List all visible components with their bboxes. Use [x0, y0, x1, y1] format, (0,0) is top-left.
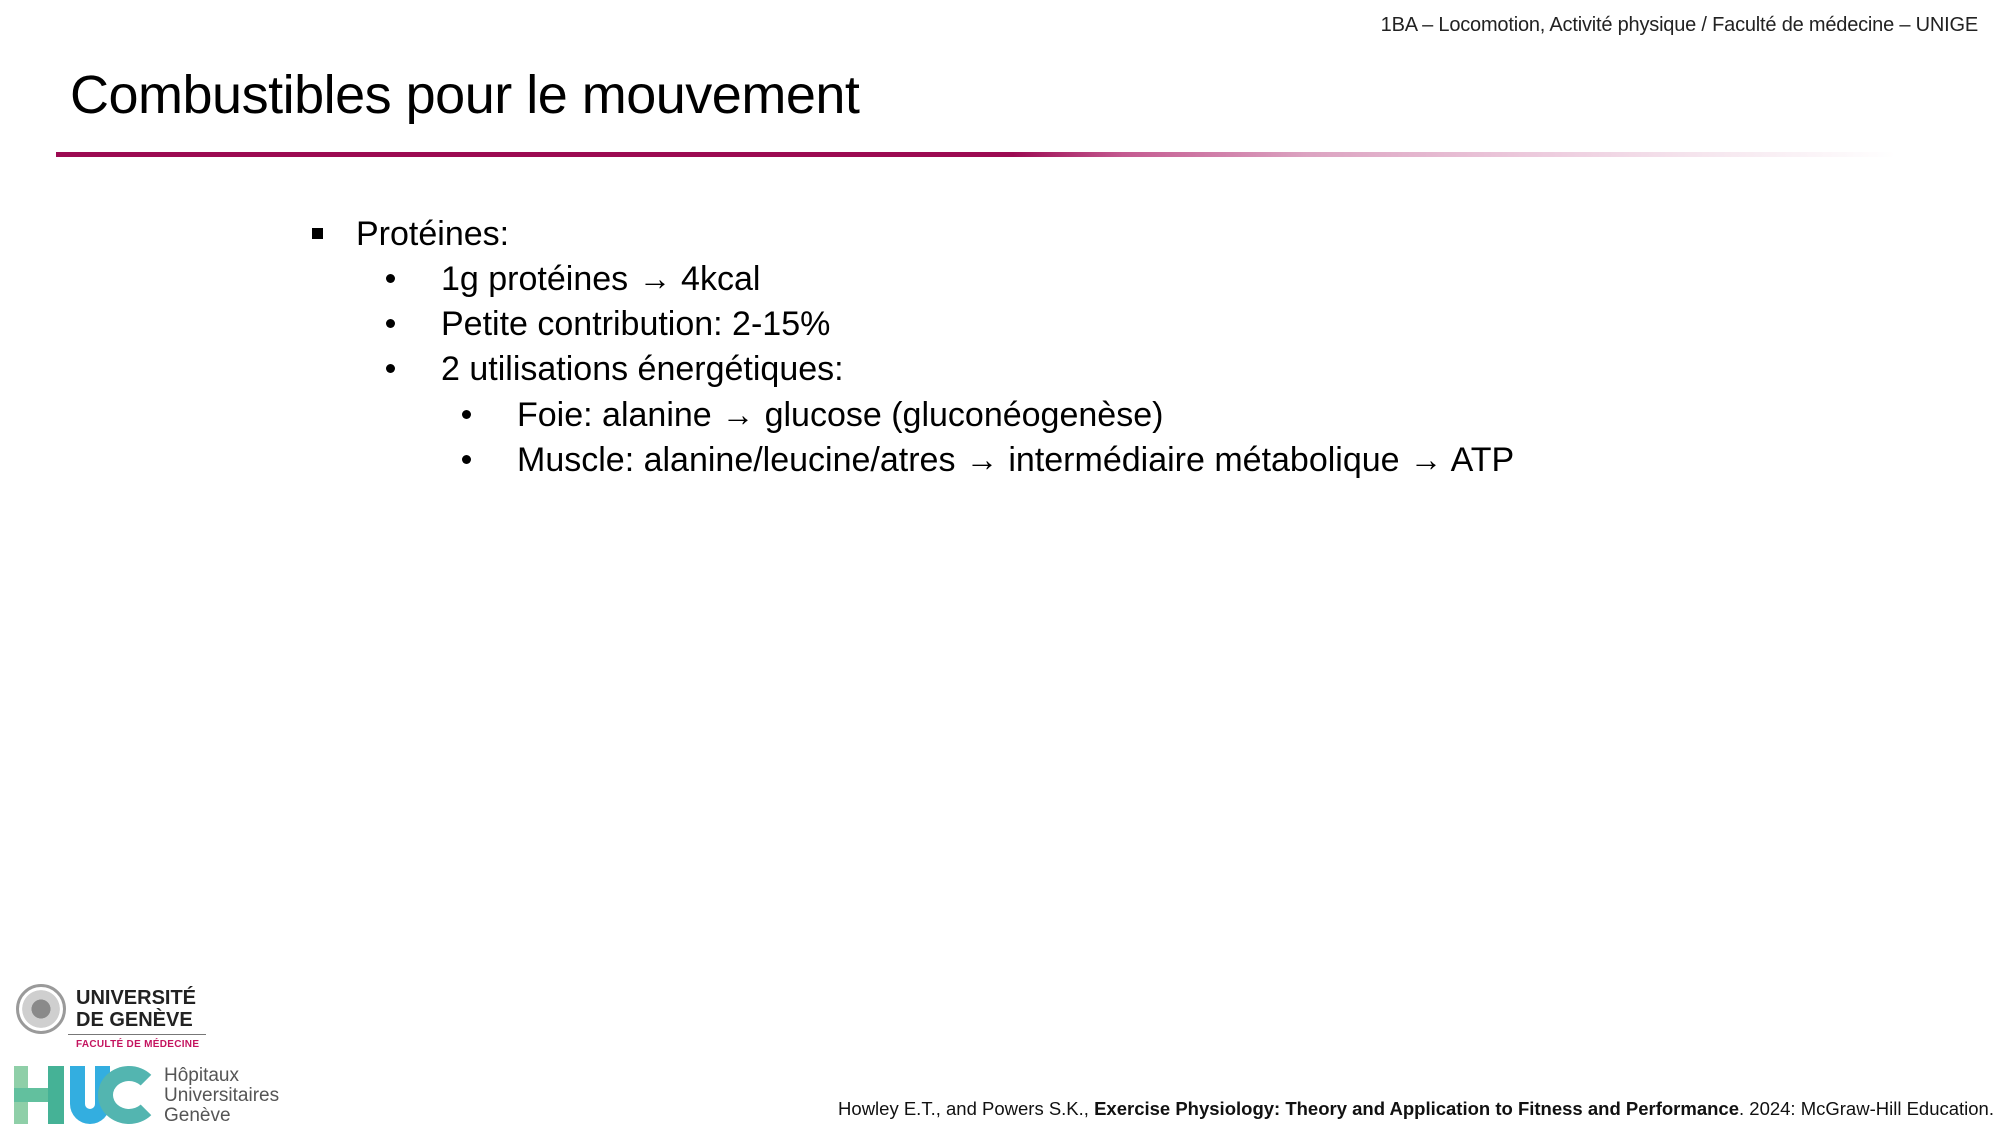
dot-bullet-icon	[386, 319, 395, 328]
dot-bullet-icon	[386, 364, 395, 373]
faculty-label: FACULTÉ DE MÉDECINE	[76, 1039, 200, 1050]
arrow-right-icon: →	[965, 441, 999, 479]
hug-h-right-icon	[48, 1066, 64, 1124]
hug-logo	[14, 1062, 314, 1126]
title-divider	[56, 152, 1896, 157]
slide-title: Combustibles pour le mouvement	[70, 65, 860, 125]
hug-line2: Universitaires	[164, 1085, 280, 1106]
unige-line1: UNIVERSITÉ	[76, 987, 197, 1009]
bullet-text-after: ATP	[1443, 441, 1515, 479]
bullet-liver	[517, 395, 1163, 435]
arrow-right-icon: →	[721, 396, 755, 434]
course-header-note: 1BA – Locomotion, Activité physique / Faculté de médecine – UNIGE	[1380, 14, 1978, 36]
bullet-proteines: Protéines:	[356, 215, 510, 253]
unige-seal-icon	[16, 984, 66, 1034]
unige-logo	[14, 982, 214, 1052]
hug-line1: Hôpitaux	[164, 1065, 239, 1086]
bullet-contribution: Petite contribution: 2-15%	[441, 305, 831, 343]
unige-line2: DE GENÈVE	[76, 1009, 193, 1031]
bullet-energy-per-gram	[441, 259, 760, 299]
hug-g-icon	[98, 1066, 160, 1124]
citation-authors: Howley E.T., and Powers S.K.,	[838, 1098, 1095, 1119]
bullet-text-after: 4kcal	[671, 260, 761, 298]
bullet-energy-uses: 2 utilisations énergétiques:	[441, 350, 844, 388]
unige-name	[76, 987, 196, 1031]
citation-publisher: . 2024: McGraw-Hill Education.	[1739, 1098, 1994, 1119]
dot-bullet-icon	[386, 274, 395, 283]
dot-bullet-icon	[462, 410, 471, 419]
bullet-text-before: 1g protéines	[441, 260, 638, 298]
hug-line3: Genève	[164, 1105, 231, 1126]
dot-bullet-icon	[462, 455, 471, 464]
square-bullet-icon	[312, 228, 323, 239]
bullet-text-before: Muscle: alanine/leucine/atres	[517, 441, 965, 479]
arrow-right-icon: →	[638, 260, 671, 298]
citation-book-title: Exercise Physiology: Theory and Application to Fitness and Performance	[1094, 1098, 1739, 1119]
bullet-text-before: Foie: alanine	[517, 396, 722, 434]
arrow-right-icon: →	[1409, 441, 1443, 479]
hug-name	[164, 1066, 279, 1126]
institution-logos	[14, 982, 280, 1126]
bullet-text-middle: intermédiaire métabolique	[998, 441, 1410, 479]
bullet-text-after: glucose (gluconéogenèse)	[755, 396, 1164, 434]
reference-citation	[838, 1098, 1994, 1120]
logo-divider	[68, 1034, 206, 1035]
bullet-muscle	[517, 440, 1514, 480]
